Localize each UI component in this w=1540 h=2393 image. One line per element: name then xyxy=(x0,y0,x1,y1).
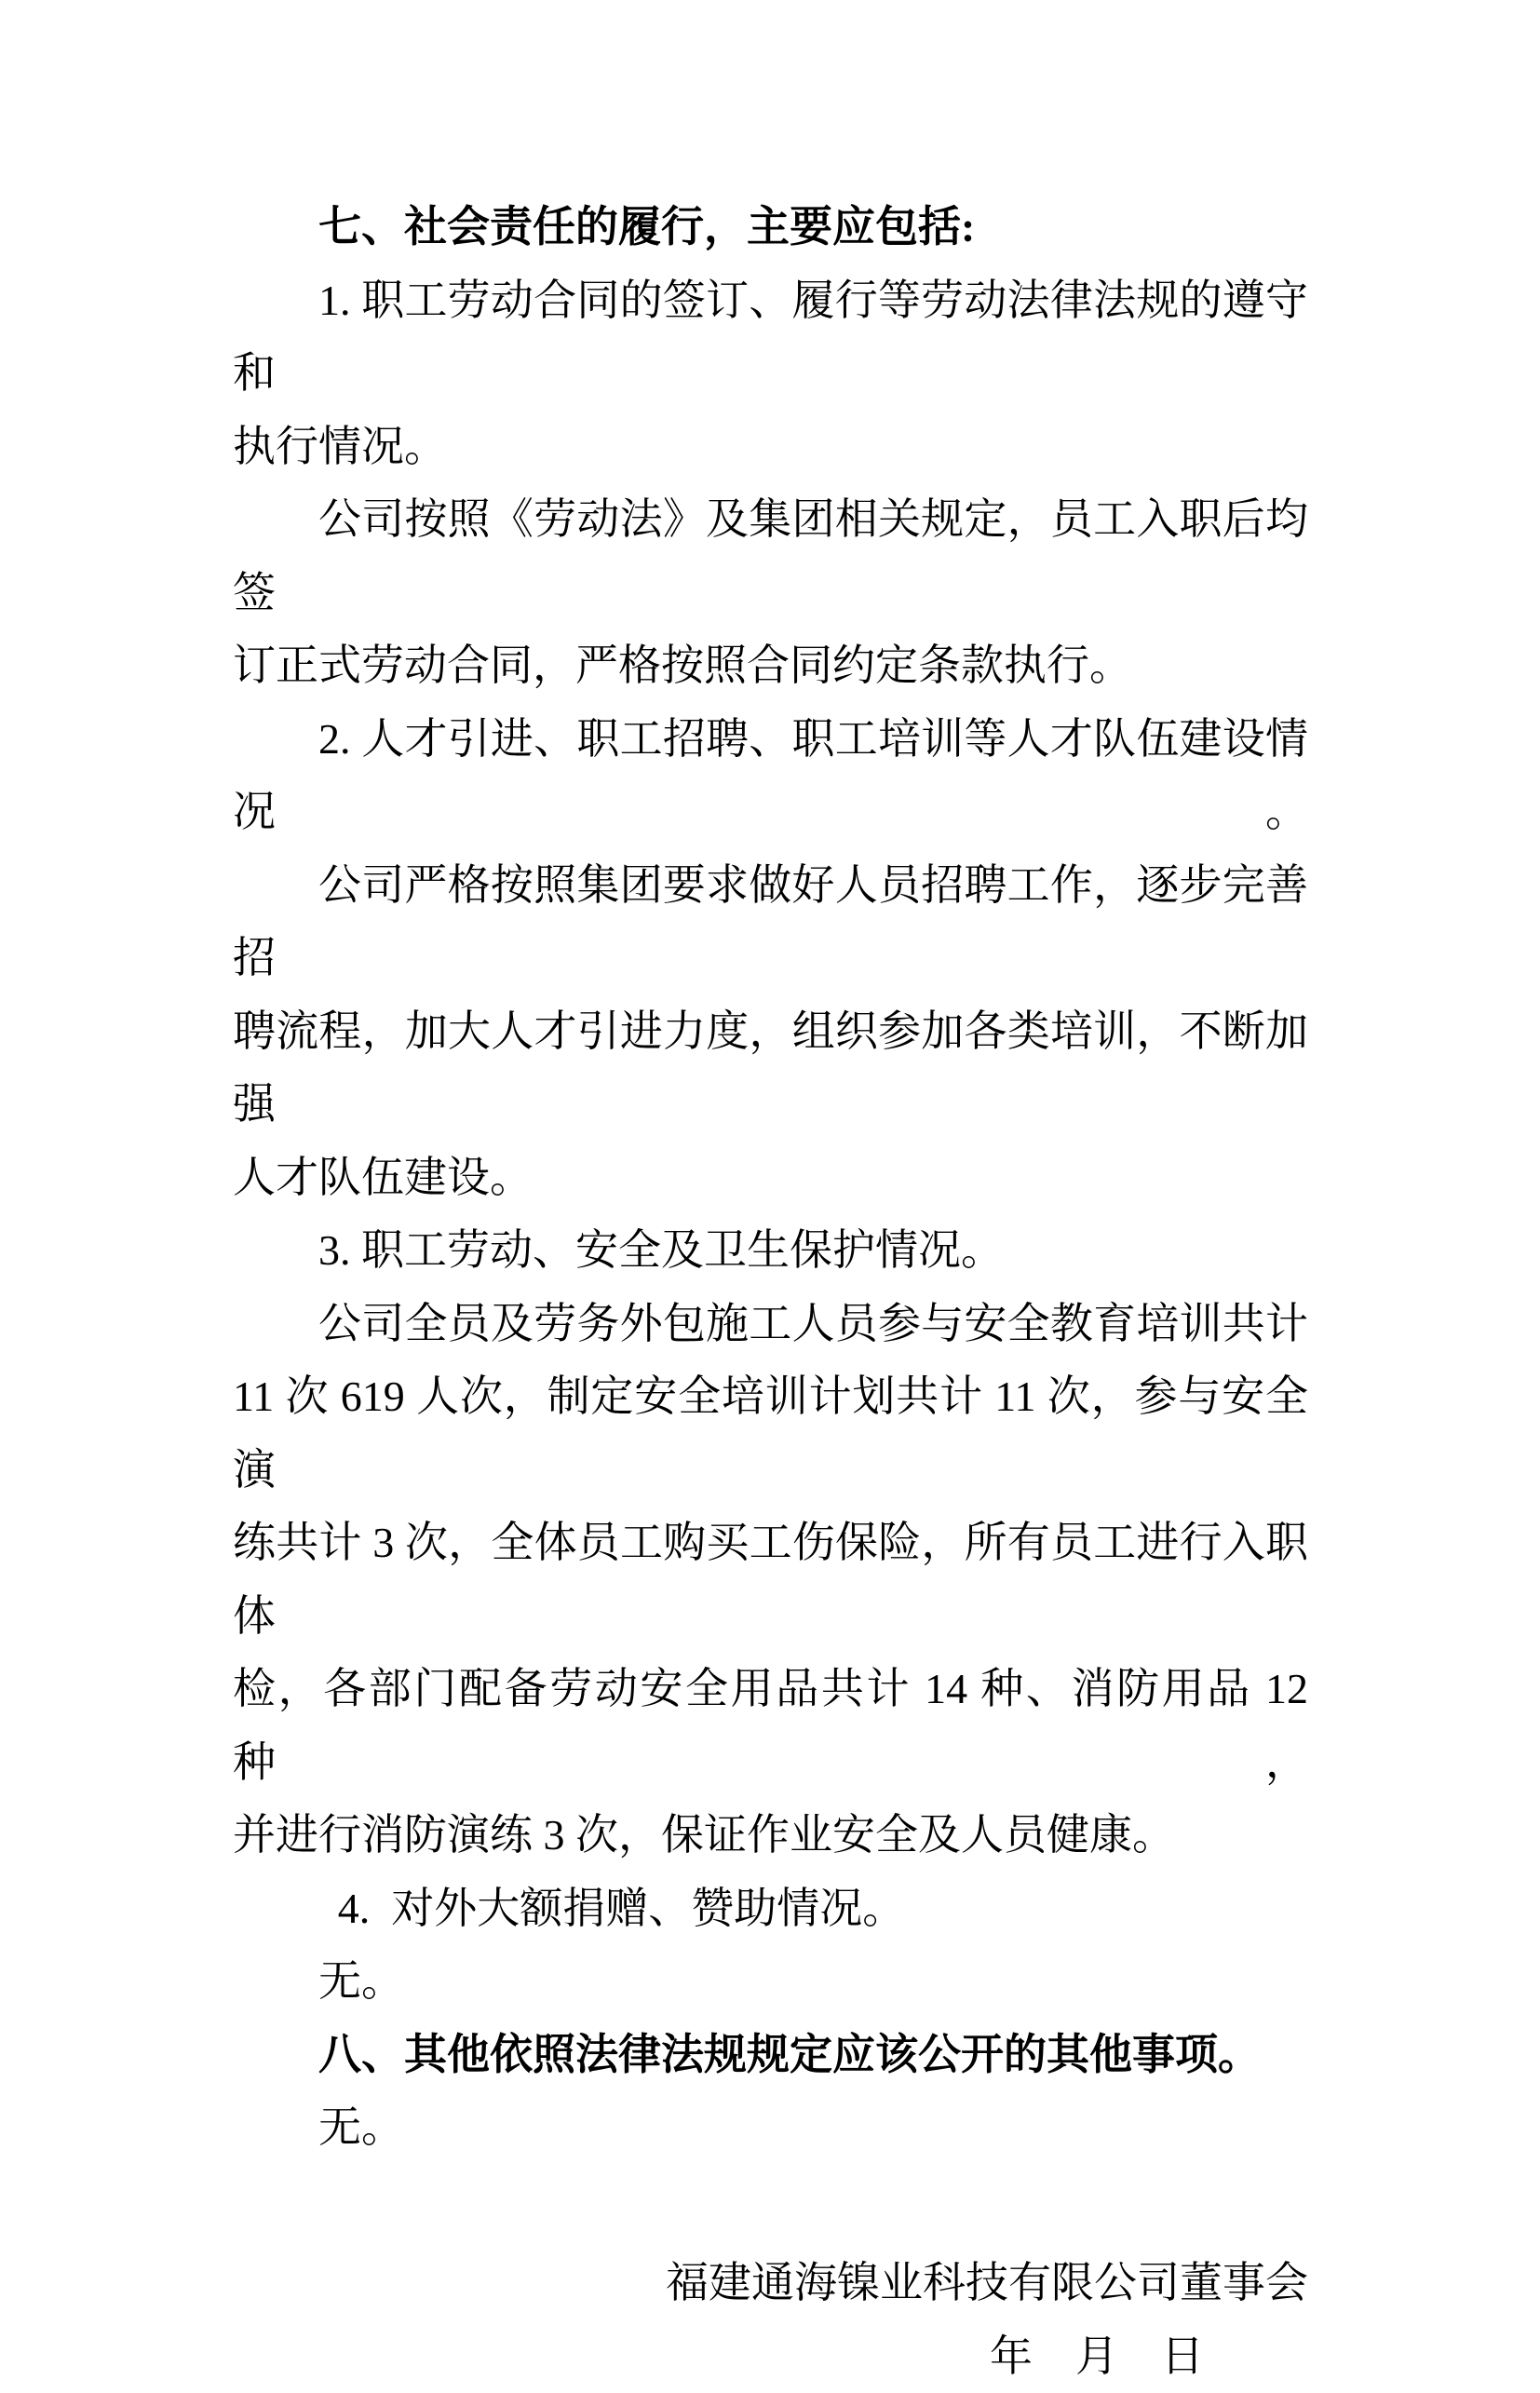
item-3-answer-line-1: 公司全员及劳务外包施工人员参与安全教育培训共计 xyxy=(233,1288,1308,1361)
spacer-line xyxy=(233,2165,1308,2238)
item-2-answer-line-3: 人才队伍建设。 xyxy=(233,1142,1308,1215)
signature-date-placeholder: 年 月 日 xyxy=(233,2320,1308,2393)
item-3-answer-line-4: 检，各部门配备劳动安全用品共计 14 种、消防用品 12 种， xyxy=(233,1653,1308,1799)
item-3-answer-line-5: 并进行消防演练 3 次，保证作业安全及人员健康。 xyxy=(233,1799,1308,1872)
section-7-heading: 七、社会责任的履行，主要应包括: xyxy=(233,191,1308,264)
section-8-answer: 无。 xyxy=(233,2091,1308,2165)
item-4-line-1: 4. 对外大额捐赠、赞助情况。 xyxy=(233,1872,1308,1946)
item-2-line-1: 2. 人才引进、职工招聘、职工培训等人才队伍建设情况。 xyxy=(233,703,1308,849)
item-3-line-1: 3. 职工劳动、安全及卫生保护情况。 xyxy=(233,1214,1308,1288)
item-4-answer: 无。 xyxy=(233,1945,1308,2019)
signature-company: 福建通海镍业科技有限公司董事会 xyxy=(233,2247,1308,2320)
section-8-heading: 八、其他依照法律法规规定应该公开的其他事项。 xyxy=(233,2019,1308,2092)
item-1-line-2: 执行情况。 xyxy=(233,411,1308,484)
item-1-answer-line-2: 订正式劳动合同，严格按照合同约定条款执行。 xyxy=(233,629,1308,703)
item-1-answer-line-1: 公司按照《劳动法》及集团相关规定，员工入职后均签 xyxy=(233,483,1308,629)
item-2-answer-line-1: 公司严格按照集团要求做好人员招聘工作，逐步完善招 xyxy=(233,849,1308,995)
item-1-line-1: 1. 职工劳动合同的签订、履行等劳动法律法规的遵守和 xyxy=(233,264,1308,411)
document-text-block xyxy=(233,191,1308,2393)
item-3-answer-line-2: 11 次 619 人次，制定安全培训计划共计 11 次，参与安全演 xyxy=(233,1360,1308,1507)
item-3-answer-line-3: 练共计 3 次，全体员工购买工伤保险，所有员工进行入职体 xyxy=(233,1507,1308,1653)
item-2-answer-line-2: 聘流程，加大人才引进力度，组织参加各类培训，不断加强 xyxy=(233,995,1308,1142)
